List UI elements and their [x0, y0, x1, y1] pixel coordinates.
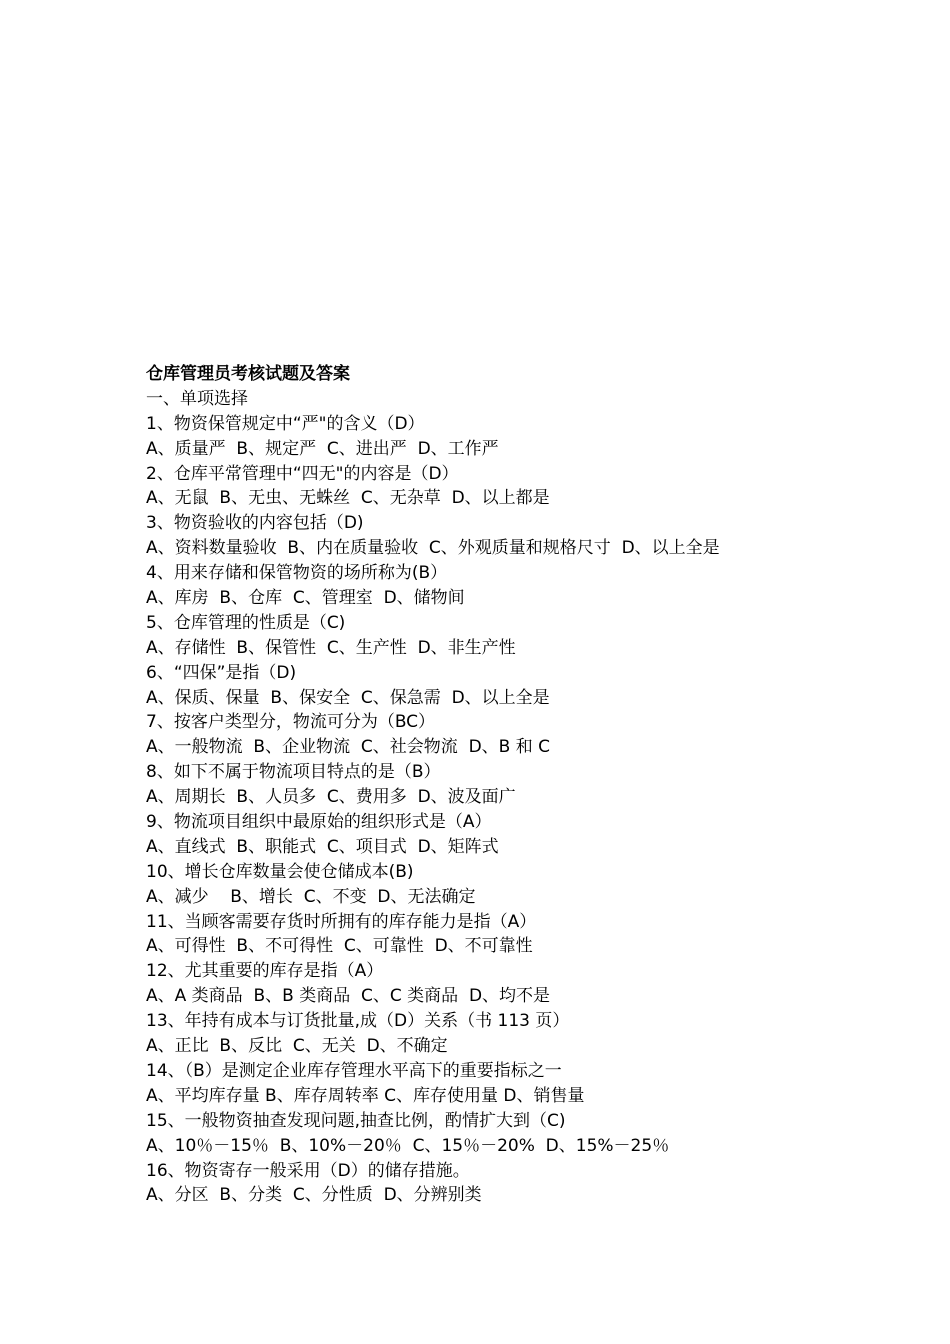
- question-4: 4、用来存储和保管物资的场所称为(B）: [146, 563, 448, 584]
- options-1: A、质量严 B、规定严 C、进出严 D、工作严: [146, 438, 499, 459]
- options-8: A、周期长 B、人员多 C、费用多 D、波及面广: [146, 787, 516, 808]
- options-12: A、A 类商品 B、B 类商品 C、C 类商品 D、均不是: [146, 986, 551, 1007]
- options-5: A、存储性 B、保管性 C、生产性 D、非生产性: [146, 637, 516, 658]
- options-3: A、资料数量验收 B、内在质量验收 C、外观质量和规格尺寸 D、以上全是: [146, 538, 720, 559]
- document-body: [146, 362, 926, 1208]
- question-15: 15、一般物资抽查发现问题,抽查比例，酌情扩大到（C): [146, 1110, 566, 1131]
- question-16: 16、物资寄存一般采用（D）的储存措施。: [146, 1160, 470, 1181]
- options-4: A、库房 B、仓库 C、管理室 D、储物间: [146, 588, 465, 609]
- question-8: 8、如下不属于物流项目特点的是（B）: [146, 762, 441, 783]
- options-7: A、一般物流 B、企业物流 C、社会物流 D、B 和 C: [146, 737, 551, 758]
- options-14: A、平均库存量 B、库存周转率 C、库存使用量 D、销售量: [146, 1085, 585, 1106]
- question-9: 9、物流项目组织中最原始的组织形式是（A）: [146, 812, 492, 833]
- question-1: 1、物资保管规定中“严"的含义（D）: [146, 413, 425, 434]
- question-3: 3、物资验收的内容包括（D): [146, 513, 364, 534]
- question-2: 2、仓库平常管理中“四无"的内容是（D）: [146, 463, 459, 484]
- options-13: A、正比 B、反比 C、无关 D、不确定: [146, 1036, 448, 1057]
- question-6: 6、“四保”是指（D): [146, 662, 297, 683]
- document-title: 仓库管理员考核试题及答案: [146, 364, 350, 384]
- question-5: 5、仓库管理的性质是（C): [146, 612, 346, 633]
- options-6: A、保质、保量 B、保安全 C、保急需 D、以上全是: [146, 687, 550, 708]
- options-11: A、可得性 B、不可得性 C、可靠性 D、不可靠性: [146, 936, 533, 957]
- section-heading: 一、单项选择: [146, 388, 248, 409]
- options-2: A、无鼠 B、无虫、无蛛丝 C、无杂草 D、以上都是: [146, 488, 550, 509]
- question-10: 10、增长仓库数量会使仓储成本(B): [146, 861, 414, 882]
- options-10: A、减少 B、增长 C、不变 D、无法确定: [146, 886, 476, 907]
- question-13: 13、年持有成本与订货批量,成（D）关系（书 113 页）: [146, 1011, 570, 1032]
- question-14: 14、（B）是测定企业库存管理水平高下的重要指标之一: [146, 1060, 562, 1081]
- options-15: A、10％－15％ B、10%－20％ C、15％－20% D、15%－25％: [146, 1135, 670, 1156]
- question-11: 11、当顾客需要存货时所拥有的库存能力是指（A）: [146, 911, 537, 932]
- question-7: 7、按客户类型分，物流可分为（BC）: [146, 712, 436, 733]
- question-12: 12、尤其重要的库存是指（A）: [146, 961, 384, 982]
- options-9: A、直线式 B、职能式 C、项目式 D、矩阵式: [146, 836, 499, 857]
- options-16: A、分区 B、分类 C、分性质 D、分辨别类: [146, 1185, 482, 1206]
